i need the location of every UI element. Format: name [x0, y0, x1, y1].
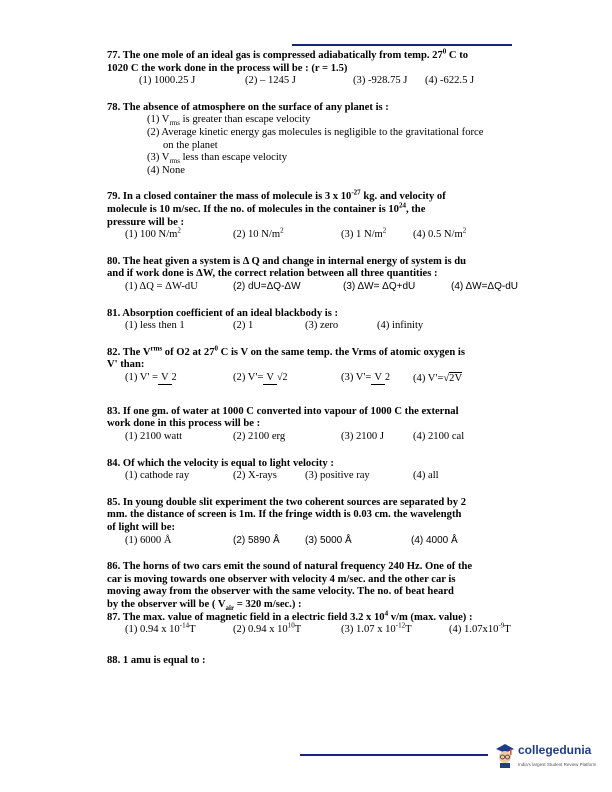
option-1: (1) less then 1 — [125, 320, 185, 332]
option-3: (3) $V_{rms}$ less than escape velocity — [147, 152, 288, 166]
brand-tagline: India's largest Student Review Platform — [518, 762, 597, 767]
question-85-stem-line3: of light will be: — [107, 522, 175, 534]
question-79-options — [107, 226, 535, 242]
option-3: (3) ΔW= ΔQ+dU — [343, 280, 416, 292]
option-2: (2) 5890 Å — [233, 534, 280, 546]
question-83-stem: 83. If one gm. of water at 1000 C converted into vapour of 1000 C the external — [107, 405, 459, 417]
question-79: 79. In a closed container the mass of molecule is 3 x $10^{-27}$ kg. and velocity of molecule is 10 m/sec. If the no. of molecules in the container is $10^{24}$, the pressure will be : (1) 100 $N/m^2$ (2) 10 $N/m^2$ (3) 1 $N/m^2$ (4) 0.5 $N/m^2$ — [107, 191, 535, 241]
option-2: (2) Average kinetic energy gas molecules is negligible to the gravitational force — [147, 126, 484, 138]
question-86-stem-line2: car is moving towards one observer with velocity 4 m/sec. and the other car is — [107, 573, 456, 585]
option-2-cont: on the planet — [163, 139, 218, 151]
question-85-stem: 85. In young double slit experiment the two coherent sources are separated by 2 — [107, 496, 466, 508]
option-4: (4) all — [413, 470, 439, 482]
option-2: (2) – 1245 J — [245, 75, 296, 87]
option-3: (3) -928.75 J — [353, 75, 408, 87]
option-2: (2) 10 $N/m^2$ — [233, 226, 284, 241]
question-84-stem: 84. Of which the velocity is equal to light velocity : — [107, 457, 334, 469]
option-4: (4) V'=√2V — [413, 372, 463, 384]
option-2: (2) 2100 erg — [233, 431, 286, 443]
question-78 — [107, 102, 535, 178]
option-4: (4) $1.07x10^{-9}T$ — [449, 621, 511, 636]
question-77-stem-line2: 1020 C the work done in the process will be : (r = 1.5) — [107, 62, 348, 74]
question-82-options — [107, 372, 535, 398]
option-2: (2) V'=V √2 — [233, 372, 341, 398]
brand-name: collegedunia — [518, 743, 592, 757]
option-3: (3) 1 $N/m^2$ — [341, 226, 387, 241]
question-79-stem-line3: pressure will be : — [107, 216, 185, 228]
option-4: (4) -622.5 J — [425, 75, 475, 87]
option-3: (3) 1.07 x $10^{-12}T$ — [341, 621, 412, 636]
question-80-stem: 80. The heat given a system is Δ Q and change in internal energy of system is du — [107, 255, 466, 267]
option-3: (3) 2100 J — [341, 431, 384, 443]
option-2: (2) 0.94 x $10^{10}T$ — [233, 621, 302, 636]
option-3: (3) V'=V 2 — [341, 372, 413, 398]
top-divider — [292, 44, 512, 46]
option-3: (3) positive ray — [305, 470, 370, 482]
option-1: (1) 100 $N/m^2$ — [125, 226, 181, 241]
question-83-stem-line2: work done in this process will be : — [107, 418, 261, 430]
option-1: (1) 0.94 x $10^{-14}T$ — [125, 621, 196, 636]
option-2: (2) X-rays — [233, 470, 277, 482]
question-86-stem: 86. The horns of two cars emit the sound of natural frequency 240 Hz. One of the — [107, 561, 473, 573]
option-4: (4) infinity — [377, 320, 424, 332]
question-81-stem: 81. Absorption coefficient of an ideal blackbody is : — [107, 307, 339, 319]
question-84 — [107, 458, 535, 483]
option-1: (1) $V_{rms}$ is greater than escape velocity — [147, 114, 311, 128]
question-86: 86. The horns of two cars emit the sound of natural frequency 240 Hz. One of the car is moving towards one observer with velocity 4 m/sec. and the other car is moving away from the observer with the same velocity. The no. of beat heard by the observer will be ( $V_{air} = 320$ m/sec.) : — [107, 561, 535, 611]
question-82: 82. The $V^{rms}$ of O2 at $27^0$ C is V on the same temp. the Vrms of atomic oxygen is V' than: (1) V' =V 2 (2) V'=V √2 (3) V'=V 2 (4) V'=√2V — [107, 347, 535, 398]
option-2: (2) 1 — [233, 320, 254, 332]
option-2: (2) dU=ΔQ-ΔW — [233, 280, 301, 292]
question-88 — [107, 655, 535, 668]
option-1: (1) cathode ray — [125, 470, 190, 482]
question-85-options — [107, 535, 535, 548]
option-3: (3) zero — [305, 320, 339, 332]
option-1: (1) 6000 Å — [125, 534, 172, 546]
question-83 — [107, 406, 535, 444]
question-83-options — [107, 431, 535, 444]
option-4: (4) 0.5 $N/m^2$ — [413, 226, 467, 241]
option-4: (4) ΔW=ΔQ-dU — [451, 280, 518, 292]
option-1: (1) V' =V 2 — [125, 372, 233, 398]
question-list — [107, 47, 535, 667]
question-82-stem-line2: V' than: — [107, 359, 145, 371]
question-80-stem-line2: and if work done is ΔW, the correct relation between all three quantities : — [107, 268, 438, 280]
question-85 — [107, 497, 535, 547]
question-86-stem-line3: moving away from the observer with the same velocity. The no. of beat heard — [107, 586, 454, 598]
option-3: (3) 5000 Å — [305, 534, 352, 546]
footer-divider — [300, 754, 488, 756]
question-80 — [107, 256, 535, 294]
collegedunia-logo — [494, 740, 604, 770]
question-84-options — [107, 470, 535, 483]
option-1: (1) ΔQ = ΔW-dU — [125, 280, 198, 292]
question-81-options — [107, 320, 535, 333]
question-77-options — [107, 75, 535, 88]
question-78-stem: 78. The absence of atmosphere on the surface of any planet is : — [107, 101, 389, 113]
option-4: (4) 4000 Å — [411, 534, 458, 546]
question-88-stem: 88. 1 amu is equal to : — [107, 654, 206, 666]
option-1: (1) 2100 watt — [125, 431, 183, 443]
option-1: (1) 1000.25 J — [139, 75, 196, 87]
option-4: (4) 2100 cal — [413, 431, 465, 443]
question-80-options — [107, 281, 535, 294]
graduate-mascot-icon — [494, 742, 516, 768]
question-85-stem-line2: mm. the distance of screen is 1m. If the fringe width is 0.03 cm. the wavelength — [107, 509, 462, 521]
question-81 — [107, 308, 535, 333]
option-4: (4) None — [147, 164, 185, 176]
question-87: 87. The max. value of magnetic field in a electric field 3.2 x $10^4$ v/m (max. value) : (1) 0.94 x $10^{-14}T$ (2) 0.94 x $10^{10}T$ (3) 1.07 x $10^{-12}T$ (4) $1.07x10^{-9}T$ — [107, 612, 535, 637]
question-77: 77. The one mole of an ideal gas is compressed adiabatically from temp. $27^0$ C to 1020 C the work done in the process will be : (r = 1.5) (1) 1000.25 J (2) – 1245 J (3) -928.75 J (4) -622.5 J — [107, 50, 535, 88]
